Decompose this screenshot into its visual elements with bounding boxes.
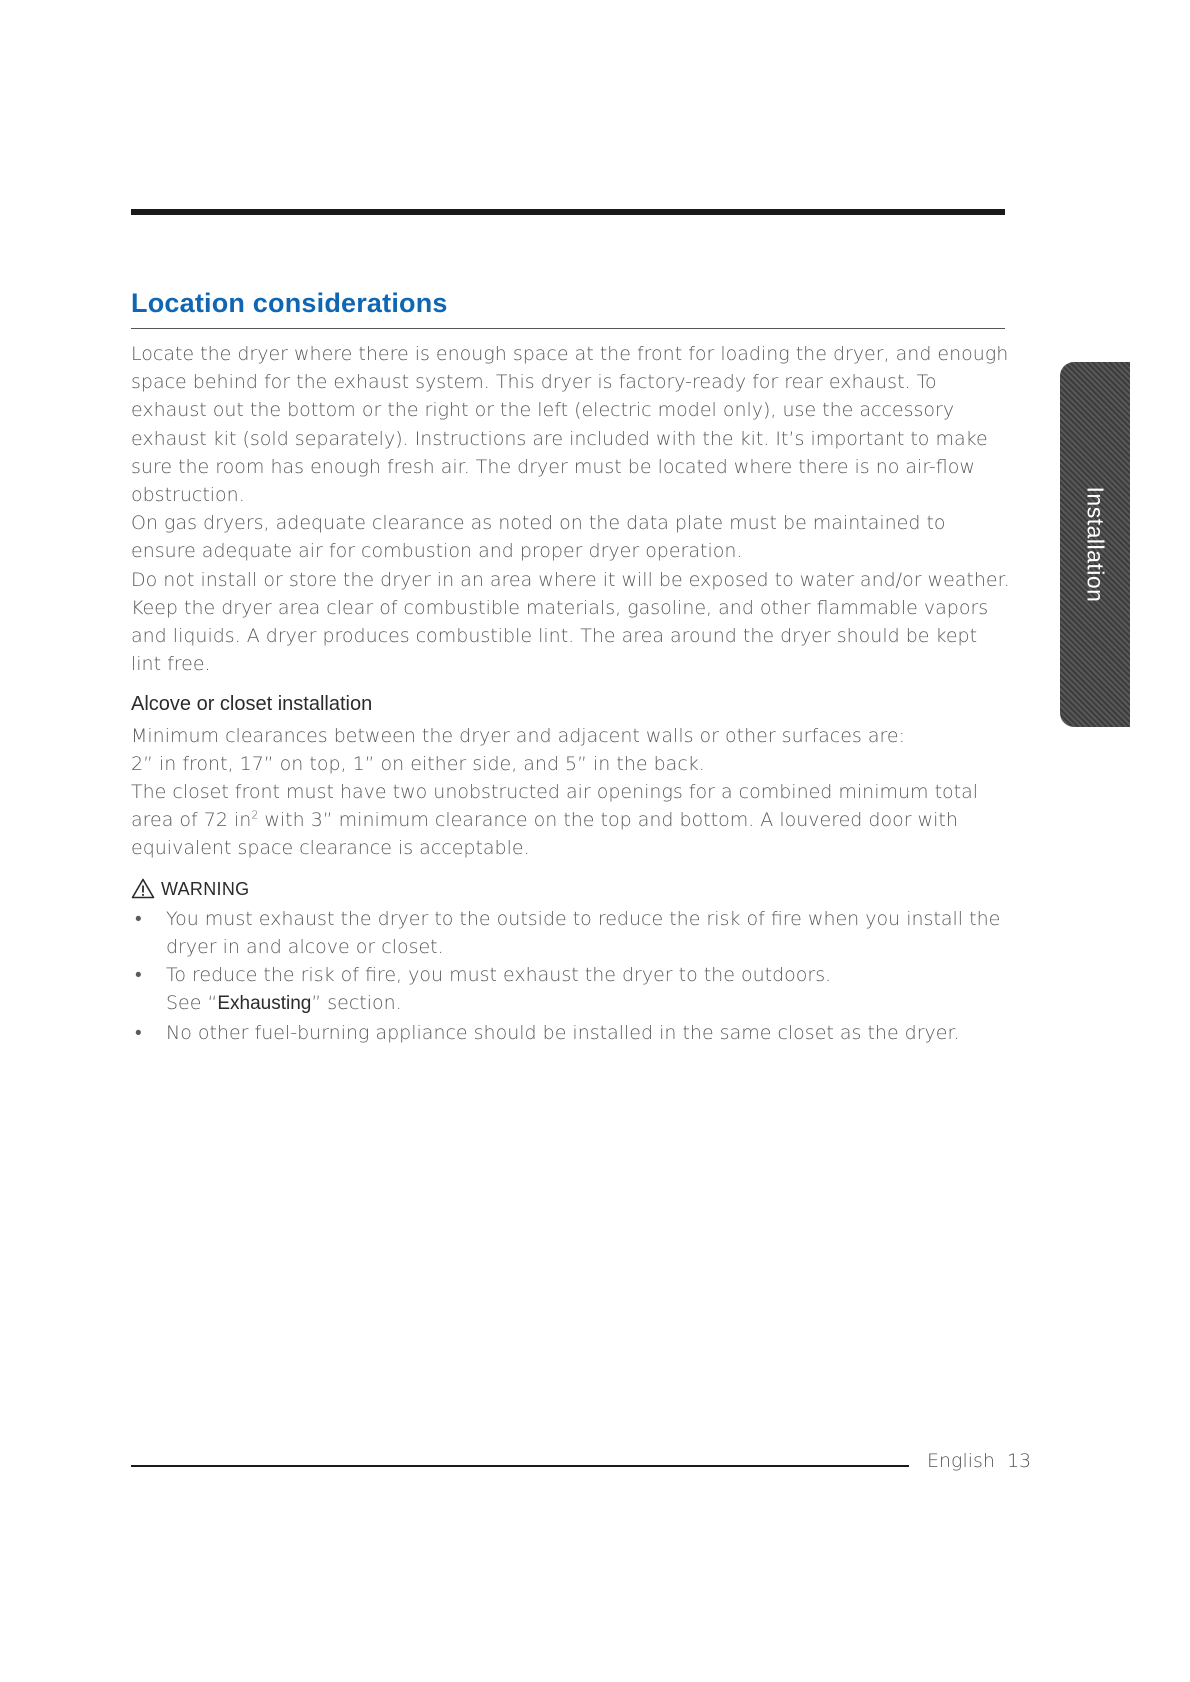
paragraph-gas-dryers: On gas dryers, adequate clearance as noted on the data plate must be maintained to ensure adequate air for combustion and proper dryer operation. (131, 512, 946, 563)
warning-label: WARNING (161, 878, 250, 899)
alcove-closet-openings (131, 778, 1011, 863)
paragraph-weather: Do not install or store the dryer in an area where it will be exposed to water and/or weather. Keep the dryer area clear of combustible materials, gasoline, and other flammable vapors and liquids. A dryer produces combustible lint. The area around the dryer should be kept lint free. (131, 568, 1010, 676)
alcove-clearances-intro: Minimum clearances between the dryer and adjacent walls or other surfaces are: (131, 724, 905, 747)
warning-item (131, 905, 1011, 961)
section-body (131, 340, 1011, 1047)
warning-heading (131, 875, 1011, 903)
page-footer (927, 1450, 1031, 1472)
warning-item (131, 1019, 1011, 1047)
see-suffix: ” section. (311, 992, 402, 1015)
warning-list (131, 905, 1011, 1047)
square-superscript: 2 (251, 808, 259, 822)
alcove-clearances-values: 2” in front, 17” on top, 1” on either side, and 5” in the back. (131, 752, 705, 775)
chapter-side-tab (1060, 362, 1130, 727)
closet-openings-text-a: The closet front must have two unobstructed air openings for a combined minimum total area of 72 in (131, 781, 979, 832)
chapter-tab-label: Installation (1082, 486, 1109, 603)
bullet-dot: • (135, 907, 142, 930)
warning-item-text: No other fuel-burning appliance should be installed in the same closet as the dryer. (166, 1021, 960, 1044)
top-rule (131, 209, 1005, 215)
bullet-dot: • (135, 1021, 142, 1044)
bullet-dot: • (135, 964, 142, 987)
title-underline (131, 328, 1005, 329)
footer-rule (131, 1465, 909, 1467)
exhausting-section-link[interactable]: Exhausting (217, 993, 312, 1015)
paragraph-location: Locate the dryer where there is enough space at the front for loading the dryer, and enough space behind for the exhaust system. This dryer is factory-ready for rear exhaust. To exhaust out the bottom or the right or the left (electric model only), use the accessory exhaust kit (sold separately). Instructions are included with the kit. It’s important to make sure the room has enough fresh air. The dryer must be located where there is no air-flow obstruction. (131, 343, 1009, 507)
footer-language: English (927, 1450, 995, 1472)
page-number: 13 (1006, 1450, 1032, 1472)
warning-item-text: To reduce the risk of fire, you must exhaust the dryer to the outdoors. (166, 964, 832, 987)
alcove-heading: Alcove or closet installation (131, 693, 373, 716)
see-prefix: See “ (166, 992, 218, 1015)
closet-openings-text-b: with 3” minimum clearance on the top and bottom. A louvered door with equivalent space clearance is acceptable. (131, 809, 958, 860)
warning-item-text: You must exhaust the dryer to the outside to reduce the risk of fire when you install the dryer in and alcove or closet. (166, 907, 1001, 959)
warning-triangle-icon (131, 878, 155, 899)
section-title: Location considerations (131, 288, 448, 318)
warning-item (131, 961, 1011, 1018)
